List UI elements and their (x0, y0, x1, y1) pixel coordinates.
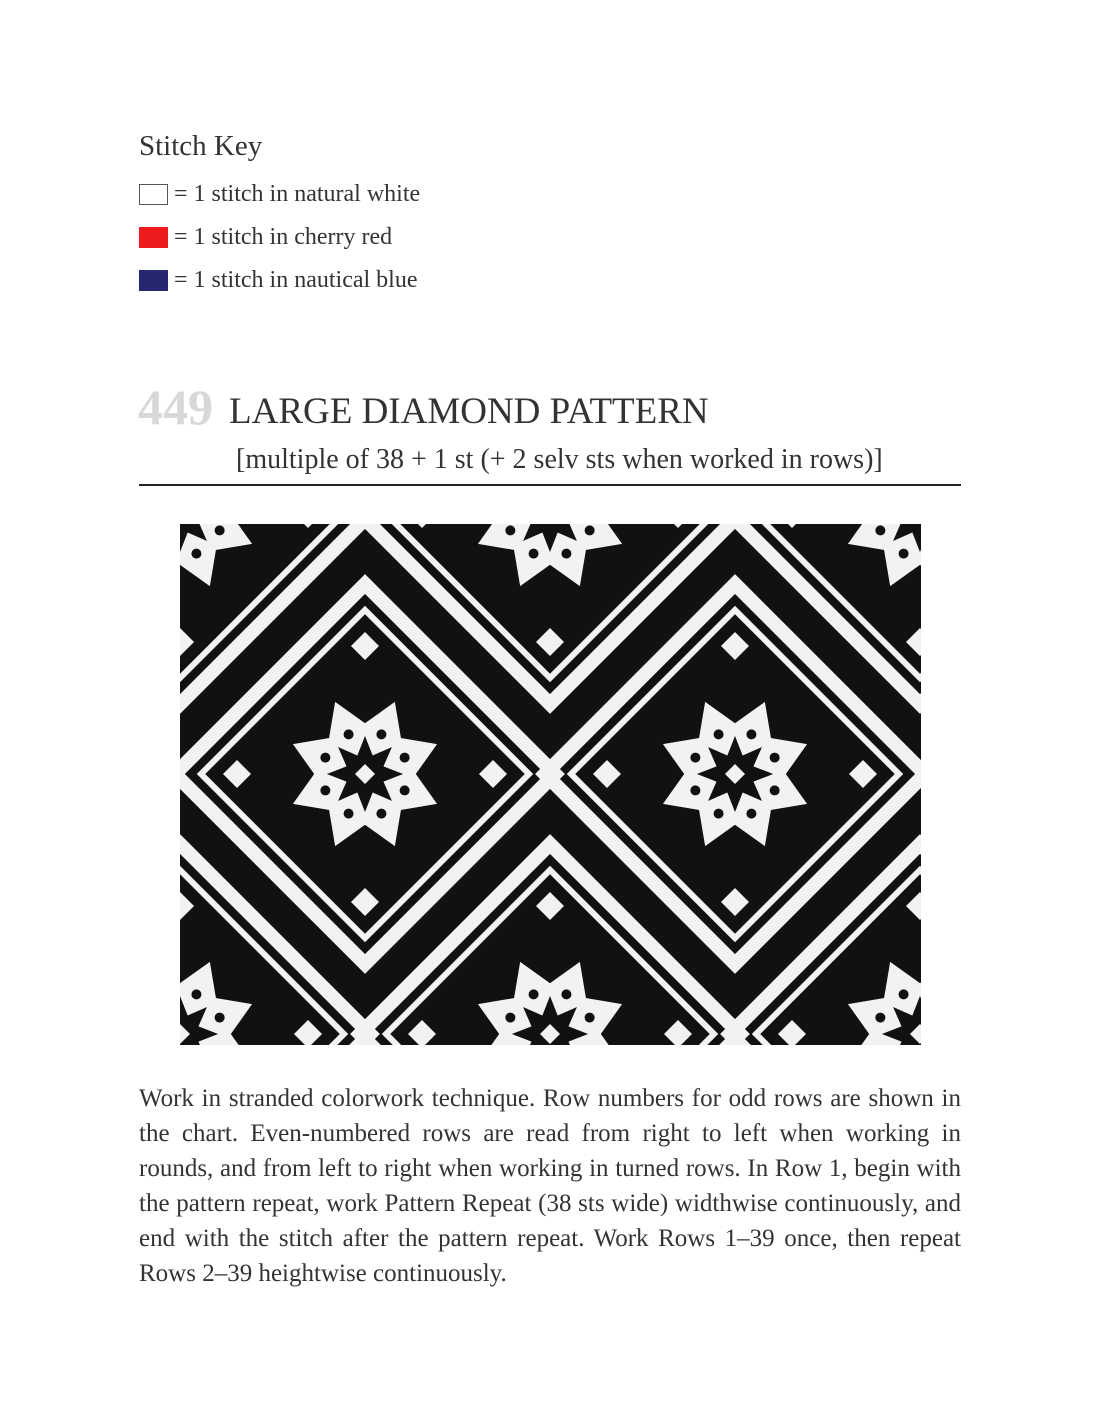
petal-accent (746, 809, 756, 819)
stitch-key-item-white (139, 180, 420, 208)
petal-accent (899, 989, 909, 999)
petal-accent (875, 1013, 885, 1023)
petal-accent (585, 525, 595, 535)
petal-accent (770, 785, 780, 795)
petal-accent (899, 549, 909, 559)
petal-accent (714, 809, 724, 819)
petal-accent (529, 989, 539, 999)
pattern-number: 449 (138, 379, 213, 435)
knitted-swatch-image (180, 524, 921, 1045)
petal-accent (376, 729, 386, 739)
pattern-title: LARGE DIAMOND PATTERN (229, 391, 709, 432)
nautical-blue-swatch-icon (139, 270, 168, 291)
petal-accent (215, 1013, 225, 1023)
natural-white-swatch-icon (139, 184, 168, 205)
stitch-key-item-red (139, 223, 392, 251)
stitch-key-title: Stitch Key (139, 130, 263, 162)
petal-accent (376, 809, 386, 819)
petal-accent (344, 809, 354, 819)
stitch-key-label: = 1 stitch in natural white (174, 180, 421, 207)
title-divider (139, 484, 961, 486)
stitch-key-item-blue (139, 266, 417, 294)
instructions-paragraph: Work in stranded colorwork technique. Row numbers for odd rows are shown in the chart. Even-numbered rows are read from right to left when working in rounds, and from left to right when working in turned rows. In Row 1, begin with the pattern repeat, work Pattern Repeat (38 sts wide) widthwise continuously, and end with the stitch after the pattern repeat. Work Rows 1–39 once, then repeat Rows 2–39 heightwise continuously. (139, 1085, 961, 1287)
petal-accent (320, 785, 330, 795)
petal-accent (561, 549, 571, 559)
petal-accent (529, 549, 539, 559)
diamond-pattern-illustration (180, 524, 921, 1045)
petal-accent (400, 753, 410, 763)
petal-accent (320, 753, 330, 763)
petal-accent (746, 729, 756, 739)
petal-accent (875, 525, 885, 535)
petal-accent (690, 785, 700, 795)
stitch-key-label: = 1 stitch in cherry red (174, 223, 393, 250)
petal-accent (585, 1013, 595, 1023)
petal-accent (770, 753, 780, 763)
petal-accent (505, 525, 515, 535)
pattern-subtitle: [multiple of 38 + 1 st (+ 2 selv sts when worked in rows)] (236, 444, 883, 475)
petal-accent (505, 1013, 515, 1023)
petal-accent (400, 785, 410, 795)
petal-accent (191, 989, 201, 999)
petal-accent (714, 729, 724, 739)
petal-accent (561, 989, 571, 999)
stitch-key-label: = 1 stitch in nautical blue (174, 266, 418, 293)
petal-accent (344, 729, 354, 739)
petal-accent (191, 549, 201, 559)
petal-accent (690, 753, 700, 763)
cherry-red-swatch-icon (139, 227, 168, 248)
petal-accent (215, 525, 225, 535)
